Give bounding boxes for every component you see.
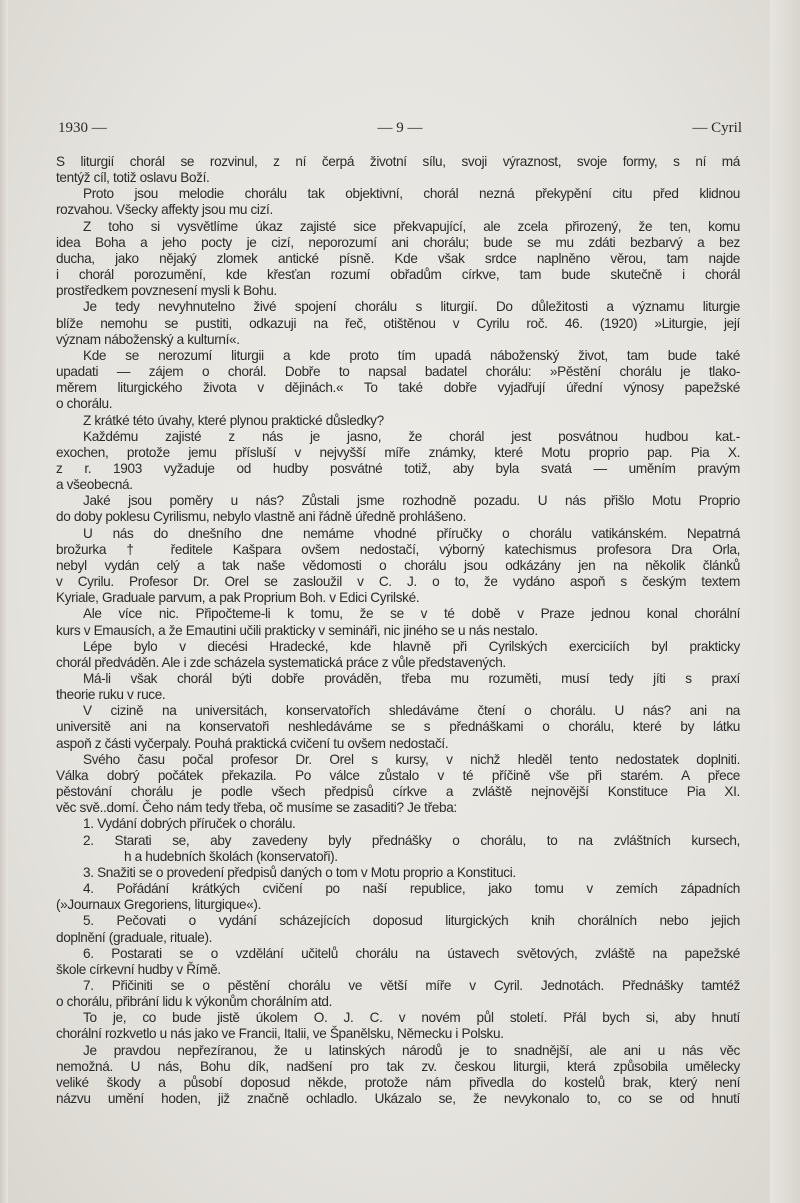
- paragraph: [56, 752, 740, 817]
- text-line: Proto jsou melodie chorálu tak objektivní, chorál nezná překypění citu před klidnou: [83, 186, 740, 202]
- text-line: z r. 1903 vyžaduje od hudby posvátné totiž, aby byla svatá — uměním pravým: [56, 460, 740, 476]
- text-line: S liturgií chorál se rozvinul, z ní čerpá životní sílu, svoji výraznost, svoje formy, s ní má: [56, 154, 740, 169]
- text-line: Kyriale, Graduale parvum, a pak Proprium Boh. v Edici Cyrilské.: [56, 590, 420, 606]
- text-line: nemožná. U nás, Bohu dík, nadšení pro tak zv. českou liturgii, která způsobila umělecky: [56, 1058, 740, 1074]
- running-header: [58, 120, 742, 140]
- paragraph: [56, 1010, 740, 1042]
- text-line: V cizině na universitách, konservatořích shledáváme čtení o chorálu. U nás? ani na: [83, 703, 740, 719]
- text-line: 5. Pečovati o vydání scházejících doposud liturgických knih chorálních nebo jejich: [83, 913, 740, 929]
- paragraph: [56, 348, 740, 413]
- text-line: Ale více nic. Připočteme-li k tomu, že se v té době v Praze jednou konal chorální: [83, 606, 740, 622]
- text-line: věc svě..domí. Čeho nám tedy třeba, oč musíme se zasaditi? Je třeba:: [56, 800, 457, 816]
- text-line: (»Journaux Gregoriens, liturgique«).: [56, 897, 262, 913]
- text-line: Každému zajisté z nás je jasno, že chorál jest posvátnou hudbou kat.-: [83, 428, 740, 444]
- text-line: Kde se nerozumí liturgii a kde proto tím upadá náboženský život, tam bude také: [83, 347, 740, 363]
- paragraph: [56, 493, 740, 525]
- text-line: do doby poklesu Cyrilismu, nebylo vlastně ani řádně úředně prohlášeno.: [56, 509, 467, 525]
- paragraph: [56, 703, 740, 751]
- paragraph: [56, 946, 740, 978]
- text-line: názvu umění hoden, již značně ochladlo. Ukázalo se, že nevykonalo to, co se od hnutí: [56, 1091, 740, 1107]
- text-line: pěstování chorálu je podle všech předpisů církve a zvláště nejnovější Konstituce Pia XI.: [56, 784, 740, 800]
- page-edge-left: [0, 0, 8, 1203]
- paragraph: [56, 865, 740, 881]
- text-line: Je pravdou nepřezíranou, že u latinských národů je to snadnější, ale ani u nás věc: [83, 1042, 740, 1058]
- text-line: idea Boha a jeho pocty je cizí, neporozumí ani chorálu; bude se mu zdáti bezbarvý a bez: [56, 234, 740, 250]
- text-line: theorie ruku v ruce.: [56, 687, 166, 703]
- text-line: měrem liturgického života v dějinách.« To také dobře vyjadřují úřední výnosy papežské: [56, 380, 740, 396]
- paragraph: [56, 186, 740, 218]
- paragraph: [56, 413, 740, 429]
- paragraph: [56, 833, 740, 865]
- paragraph: [56, 671, 740, 703]
- text-line: upadati — zájem o chorál. Dobře to napsal badatel chorálu: »Pěstění chorálu je tlako-: [56, 364, 740, 380]
- header-journal: — Cyril: [692, 120, 742, 136]
- page-number: — 9 —: [377, 120, 423, 136]
- text-line: Jaké jsou poměry u nás? Zůstali jsme rozhodně pozadu. U nás přišlo Motu Proprio: [83, 493, 740, 509]
- text-line: universitě ani na konservatoři neshledáváme se s přednáškami o chorálu, které by látku: [56, 719, 740, 735]
- text-line: škole církevní hudby v Římě.: [56, 961, 221, 977]
- paragraph: [56, 219, 740, 300]
- text-line: 2. Starati se, aby zavedeny byly přednášky o chorálu, to na zvláštních kursech,: [83, 832, 740, 848]
- text-line: o chorálu, přibrání lidu k výkonům chorálním atd.: [56, 994, 333, 1010]
- text-line: 7. Přičiniti se o pěstění chorálu ve větší míře v Cyril. Jednotách. Přednášky tamtéž: [83, 977, 740, 993]
- text-line: Lépe bylo v diecési Hradecké, kde hlavně při Cyrilských exerciciích byl prakticky: [83, 638, 740, 654]
- text-line: Z toho si vysvětlíme úkaz zajisté sice překvapující, ale zcela přirozený, že ten, komu: [83, 218, 740, 234]
- text-line: aspoň z části vyčerpaly. Pouhá praktická cvičení tu ovšem nedostačí.: [56, 735, 449, 751]
- text-line: o chorálu.: [56, 396, 113, 412]
- text-line: Je tedy nevyhnutelno živé spojení chorálu s liturgií. Do důležitosti a významu liturgie: [83, 299, 740, 315]
- text-line: 3. Snažiti se o provedení předpisů daných o tom v Motu proprio a Konstituci.: [83, 864, 516, 880]
- article-body: [56, 154, 740, 1107]
- paragraph: [56, 154, 740, 186]
- text-line: rozvahou. Všecky affekty jsou mu cizí.: [56, 202, 273, 218]
- text-line: To je, co bude jistě úkolem O. J. C. v novém půl století. Přál bych si, aby hnutí: [83, 1010, 740, 1026]
- paragraph: [56, 1043, 740, 1108]
- text-line: 4. Pořádání krátkých cvičení po naší republice, jako tomu v zemích západních: [83, 881, 740, 897]
- paragraph: [56, 299, 740, 347]
- text-line: veliké škody a působí doposud někde, protože nám přivedla do kostelů brak, který není: [56, 1074, 740, 1090]
- text-line: i chorál porozumění, kde křesťan rozumí obřadům církve, tam bude skutečně i chorál: [56, 267, 740, 283]
- text-line: doplnění (graduale, rituale).: [56, 929, 213, 945]
- paragraph: [56, 816, 740, 832]
- text-line: brožurka † ředitele Kašpara ovšem nedostačí, výborný katechismus profesora Dra Orla,: [56, 541, 740, 557]
- text-line: h a hudebních školách (konservatoři).: [124, 848, 338, 864]
- text-line: exochen, protože jemu přísluší v nejvyšší míře známky, které Motu proprio pap. Pia X.: [56, 444, 740, 460]
- text-line: 6. Postarati se o vzdělání učitelů chorálu na ústavech světových, zvláště na papežské: [83, 945, 740, 961]
- text-line: chorální rozkvetlo u nás jako ve Francii, Italii, ve Španělsku, Německu i Polsku.: [56, 1026, 504, 1042]
- text-line: nebyl vydán celý a tak naše vědomosti o chorálu jsou odkázány jen na několik článků: [56, 557, 740, 573]
- text-line: 1. Vydání dobrých příruček o chorálu.: [83, 816, 296, 832]
- paragraph: [56, 429, 740, 494]
- text-line: v Cyrilu. Profesor Dr. Orel se zasloužil v C. J. o to, že vydáno aspoň s českým textem: [56, 574, 740, 590]
- text-line: a všeobecná.: [56, 477, 133, 493]
- text-line: Má-li však chorál býti dobře prováděn, třeba mu rozuměti, musí tedy jíti s praxí: [83, 671, 740, 686]
- text-line: Válka dobrý počátek překazila. Po válce zůstalo v té příčině vše při starém. A přece: [56, 767, 740, 783]
- text-line: ducha, jako nějaký zlomek antické písně. Kde však srdce naplněno věrou, tam najde: [56, 250, 740, 266]
- text-line: význam náboženský a kulturní«.: [56, 331, 240, 347]
- text-line: Z krátké této úvahy, které plynou praktické důsledky?: [83, 412, 384, 428]
- text-line: Svého času počal profesor Dr. Orel s kursy, v nichž hleděl tento nedostatek doplniti.: [83, 751, 740, 767]
- page-edge-right: [770, 0, 800, 1203]
- paragraph: [56, 526, 740, 607]
- paragraph: [56, 881, 740, 913]
- text-line: kurs v Emausích, a že Emautini učili prakticky v semináři, nic jiného se u nás nestalo.: [56, 622, 538, 638]
- text-line: prostředkem povznesení mysli k Bohu.: [56, 283, 277, 299]
- paragraph: [56, 978, 740, 1010]
- text-line: tentýž cíl, totiž oslavu Boží.: [56, 170, 210, 186]
- paragraph: [56, 606, 740, 638]
- paragraph: [56, 639, 740, 671]
- header-year: 1930 —: [58, 120, 107, 136]
- paragraph: [56, 913, 740, 945]
- text-line: chorál předváděn. Ale i zde scházela systematická práce z vůle představených.: [56, 654, 506, 670]
- text-line: blíže nemohu se pustiti, odkazuji na řeč, otištěnou v Cyrilu roč. 46. (1920) »Liturgie, její: [56, 315, 740, 331]
- text-line: U nás do dnešního dne nemáme vhodné příručky o chorálu vatikánském. Nepatrná: [83, 525, 740, 541]
